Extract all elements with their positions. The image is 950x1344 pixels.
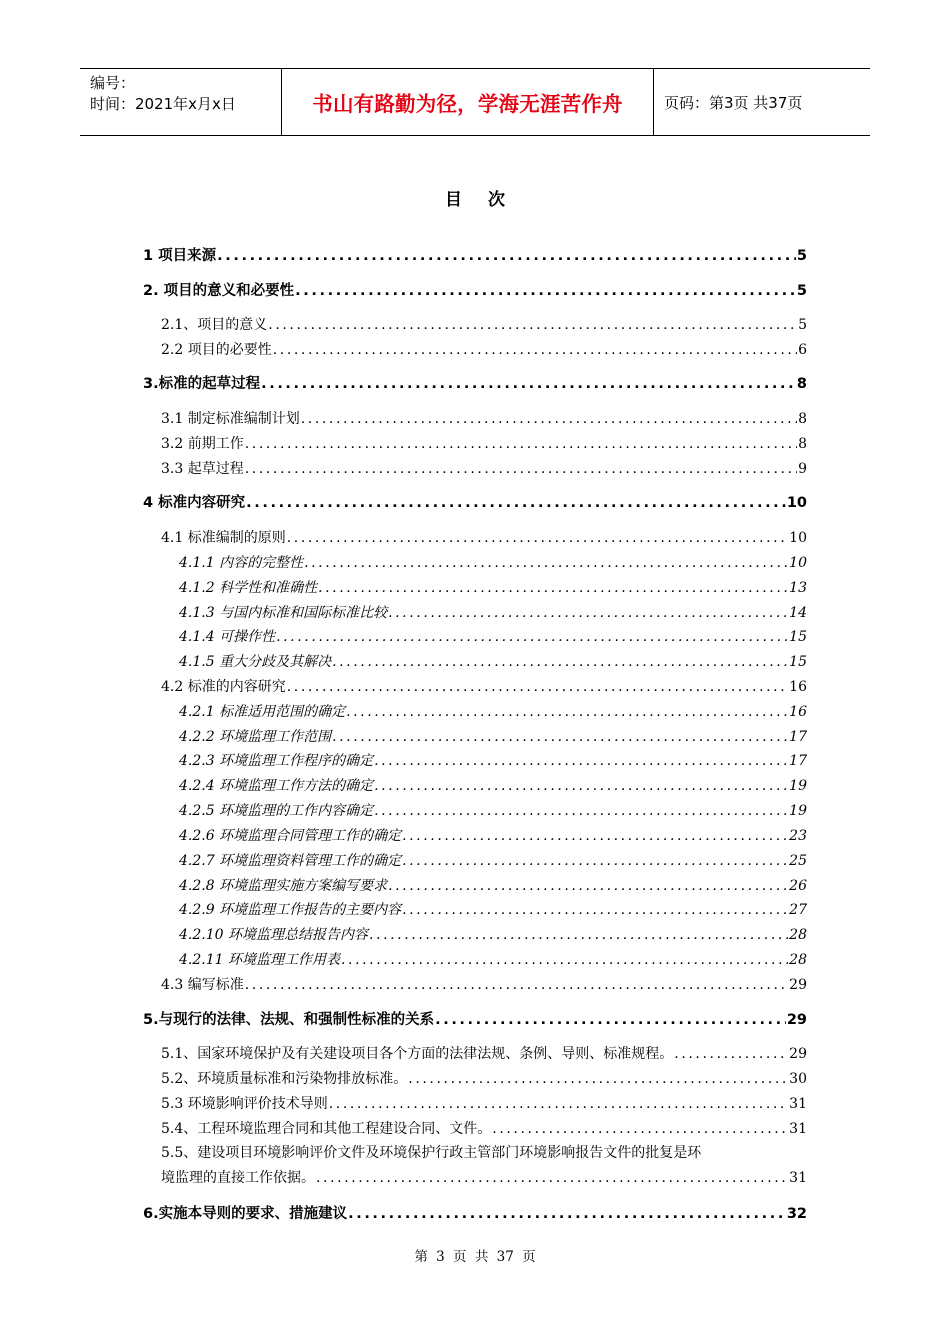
toc-entry-text: 3.3 起草过程 <box>161 461 244 477</box>
toc-entry-text: 4.1.2 科学性和准确性 <box>179 580 318 596</box>
toc-entry-page: 9 <box>798 461 807 477</box>
toc-entry-page: 16 <box>789 704 807 720</box>
toc-entry[interactable] <box>143 1203 807 1225</box>
toc-entry-page: 5 <box>796 283 807 299</box>
toc-entry-page: 31 <box>789 1170 807 1186</box>
toc-title: 目次 <box>445 190 531 210</box>
toc-entry[interactable] <box>143 245 807 267</box>
toc-entry[interactable] <box>161 408 807 430</box>
toc-entry[interactable] <box>179 800 807 822</box>
toc-leader-dots <box>402 825 788 847</box>
toc-entry-page: 6 <box>798 342 807 358</box>
toc-leader-dots <box>402 899 788 921</box>
toc-entry-text: 4.2.4 环境监理工作方法的确定 <box>179 778 374 794</box>
toc-entry[interactable] <box>179 750 807 772</box>
toc-entry[interactable] <box>179 825 807 847</box>
toc-leader-dots <box>492 1118 788 1140</box>
toc-entry-text: 4.2.5 环境监理的工作内容确定 <box>179 803 374 819</box>
toc-leader-dots <box>318 577 788 599</box>
toc-entry-text: 4.2.3 环境监理工作程序的确定 <box>179 753 374 769</box>
toc-entry-page: 8 <box>798 436 807 452</box>
toc-entry[interactable] <box>161 527 807 549</box>
toc-leader-dots <box>287 676 788 698</box>
toc-entry-page: 5 <box>798 317 807 333</box>
toc-entry-page: 31 <box>789 1121 807 1137</box>
toc-leader-dots <box>374 775 788 797</box>
page-header <box>80 68 870 136</box>
toc-leader-dots <box>341 949 788 971</box>
toc-entry-page: 27 <box>789 902 807 918</box>
toc-entry-text: 5.1、国家环境保护及有关建设项目各个方面的法律法规、条例、导则、标准规程。 <box>161 1046 674 1062</box>
toc-leader-dots <box>388 602 788 624</box>
toc-entry[interactable] <box>161 458 807 480</box>
toc-entry-text: 4.2.7 环境监理资料管理工作的确定 <box>179 853 402 869</box>
toc-entry-page: 10 <box>786 495 807 511</box>
toc-entry-text: 5.4、工程环境监理合同和其他工程建设合同、文件。 <box>161 1121 492 1137</box>
toc-entry-text: 4.2.11 环境监理工作用表 <box>179 952 340 968</box>
header-meta <box>80 69 282 135</box>
document-date: 时间：2021年x月x日 <box>90 95 236 113</box>
toc-entry[interactable] <box>179 577 807 599</box>
toc-entry-page: 14 <box>789 605 807 621</box>
toc-entry[interactable] <box>179 949 807 971</box>
toc-entry-page: 17 <box>789 753 807 769</box>
toc-entry-page: 15 <box>789 629 807 645</box>
toc-entry-page: 8 <box>798 411 807 427</box>
toc-entry[interactable] <box>179 552 807 574</box>
toc-entry-text: 3.1 制定标准编制计划 <box>161 411 300 427</box>
toc-entry-text: 4.2.8 环境监理实施方案编写要求 <box>179 878 388 894</box>
toc-leader-dots <box>301 408 797 430</box>
toc-entry[interactable] <box>179 899 807 921</box>
toc-entry-page: 31 <box>789 1096 807 1112</box>
toc-leader-dots <box>332 726 788 748</box>
toc-leader-dots <box>245 458 797 480</box>
toc-entry[interactable] <box>179 850 807 872</box>
toc-entry-text: 5.与现行的法律、法规、和强制性标准的关系 <box>143 1012 435 1028</box>
toc-leader-dots <box>276 626 788 648</box>
toc-entry[interactable] <box>143 492 807 514</box>
toc-entry[interactable] <box>179 726 807 748</box>
toc-leader-dots <box>329 1093 788 1115</box>
toc-entry[interactable] <box>161 1043 807 1065</box>
toc-leader-dots <box>674 1043 788 1065</box>
toc-entry[interactable] <box>161 433 807 455</box>
toc-entry[interactable] <box>179 651 807 673</box>
toc-entry[interactable] <box>179 626 807 648</box>
toc-entry-text: 4 标准内容研究 <box>143 495 246 511</box>
toc-entry-page: 23 <box>789 828 807 844</box>
header-page-info: 页码：第3页 共37页 <box>664 93 803 112</box>
toc-leader-dots <box>273 339 797 361</box>
toc-entry-text: 4.2.10 环境监理总结报告内容 <box>179 927 368 943</box>
toc-entry-text: 4.3 编写标准 <box>161 977 244 993</box>
toc-entry-page: 29 <box>789 977 807 993</box>
toc-leader-dots <box>268 314 797 336</box>
toc-leader-dots <box>245 974 788 996</box>
toc-entry[interactable] <box>161 676 807 698</box>
toc-entry-text: 境监理的直接工作依据。 <box>161 1170 315 1186</box>
toc-entry-wrapped-line[interactable]: 5.5、建设项目环境影响评价文件及环境保护行政主管部门环境影响报告文件的批复是环 <box>161 1145 702 1161</box>
toc-entry[interactable] <box>143 373 807 395</box>
toc-leader-dots <box>217 245 796 267</box>
toc-leader-dots <box>348 1203 786 1225</box>
toc-entry-text: 4.1.1 内容的完整性 <box>179 555 304 571</box>
toc-entry-page: 5 <box>796 248 807 264</box>
toc-entry-page: 19 <box>789 778 807 794</box>
toc-entry-text: 5.2、环境质量标准和污染物排放标准。 <box>161 1071 408 1087</box>
toc-entry-page: 10 <box>789 555 807 571</box>
toc-entry-text: 4.1.5 重大分歧及其解决 <box>179 654 332 670</box>
toc-leader-dots <box>261 373 796 395</box>
toc-leader-dots <box>332 651 788 673</box>
toc-leader-dots <box>408 1068 788 1090</box>
toc-leader-dots <box>435 1009 786 1031</box>
toc-entry-text: 2.1、项目的意义 <box>161 317 268 333</box>
toc-leader-dots <box>346 701 788 723</box>
toc-entry-text: 5.3 环境影响评价技术导则 <box>161 1096 328 1112</box>
toc-leader-dots <box>388 875 788 897</box>
toc-entry-page: 17 <box>789 729 807 745</box>
toc-entry[interactable] <box>161 1093 807 1115</box>
toc-leader-dots <box>369 924 788 946</box>
toc-entry-page: 28 <box>789 927 807 943</box>
toc-entry-text: 4.1.3 与国内标准和国际标准比较 <box>179 605 388 621</box>
toc-entry-text: 4.2.6 环境监理合同管理工作的确定 <box>179 828 402 844</box>
toc-leader-dots <box>304 552 788 574</box>
toc-leader-dots <box>245 433 797 455</box>
toc-entry-text: 6.实施本导则的要求、措施建议 <box>143 1206 348 1222</box>
toc-entry-text: 4.1 标准编制的原则 <box>161 530 286 546</box>
toc-entry-page: 19 <box>789 803 807 819</box>
toc-entry-text: 4.2.9 环境监理工作报告的主要内容 <box>179 902 402 918</box>
toc-entry-page: 25 <box>789 853 807 869</box>
toc-leader-dots <box>402 850 788 872</box>
toc-entry-page: 26 <box>789 878 807 894</box>
toc-entry[interactable] <box>161 974 807 996</box>
toc-entry[interactable] <box>179 924 807 946</box>
toc-entry-text: 4.2 标准的内容研究 <box>161 679 286 695</box>
document-number-label: 编号： <box>90 74 136 92</box>
toc-entry-page: 29 <box>789 1046 807 1062</box>
toc-leader-dots <box>287 527 788 549</box>
toc-entry-page: 10 <box>789 530 807 546</box>
toc-leader-dots <box>374 800 788 822</box>
toc-leader-dots <box>246 492 786 514</box>
toc-entry-page: 32 <box>786 1206 807 1222</box>
toc-entry[interactable] <box>161 1118 807 1140</box>
toc-entry-text: 2. 项目的意义和必要性 <box>143 283 295 299</box>
toc-entry[interactable] <box>161 314 807 336</box>
toc-entry-page: 29 <box>786 1012 807 1028</box>
toc-entry[interactable] <box>179 775 807 797</box>
toc-entry[interactable] <box>179 701 807 723</box>
toc-entry-page: 30 <box>789 1071 807 1087</box>
toc-entry-page: 28 <box>789 952 807 968</box>
toc-entry[interactable] <box>179 875 807 897</box>
toc-entry-page: 16 <box>789 679 807 695</box>
toc-entry[interactable] <box>161 1167 807 1189</box>
toc-entry[interactable] <box>179 602 807 624</box>
toc-entry-text: 2.2 项目的必要性 <box>161 342 272 358</box>
toc-entry-page: 15 <box>789 654 807 670</box>
toc-entry[interactable] <box>143 1009 807 1031</box>
toc-entry-text: 4.2.2 环境监理工作范围 <box>179 729 332 745</box>
toc-entry[interactable] <box>161 339 807 361</box>
toc-entry-text: 1 项目来源 <box>143 248 217 264</box>
toc-entry-page: 13 <box>789 580 807 596</box>
header-motto: 书山有路勤为径，学海无涯苦作舟 <box>282 69 654 135</box>
toc-entry[interactable] <box>143 280 807 302</box>
toc-entry-text: 3.标准的起草过程 <box>143 376 261 392</box>
toc-entry-page: 8 <box>796 376 807 392</box>
page-footer: 第 3 页 共 37 页 <box>414 1249 536 1265</box>
toc-entry-text: 4.2.1 标准适用范围的确定 <box>179 704 346 720</box>
toc-leader-dots <box>316 1167 788 1189</box>
toc-entry-text: 4.1.4 可操作性 <box>179 629 276 645</box>
toc-entry-text: 3.2 前期工作 <box>161 436 244 452</box>
toc-leader-dots <box>374 750 788 772</box>
toc-entry[interactable] <box>161 1068 807 1090</box>
toc-leader-dots <box>295 280 796 302</box>
